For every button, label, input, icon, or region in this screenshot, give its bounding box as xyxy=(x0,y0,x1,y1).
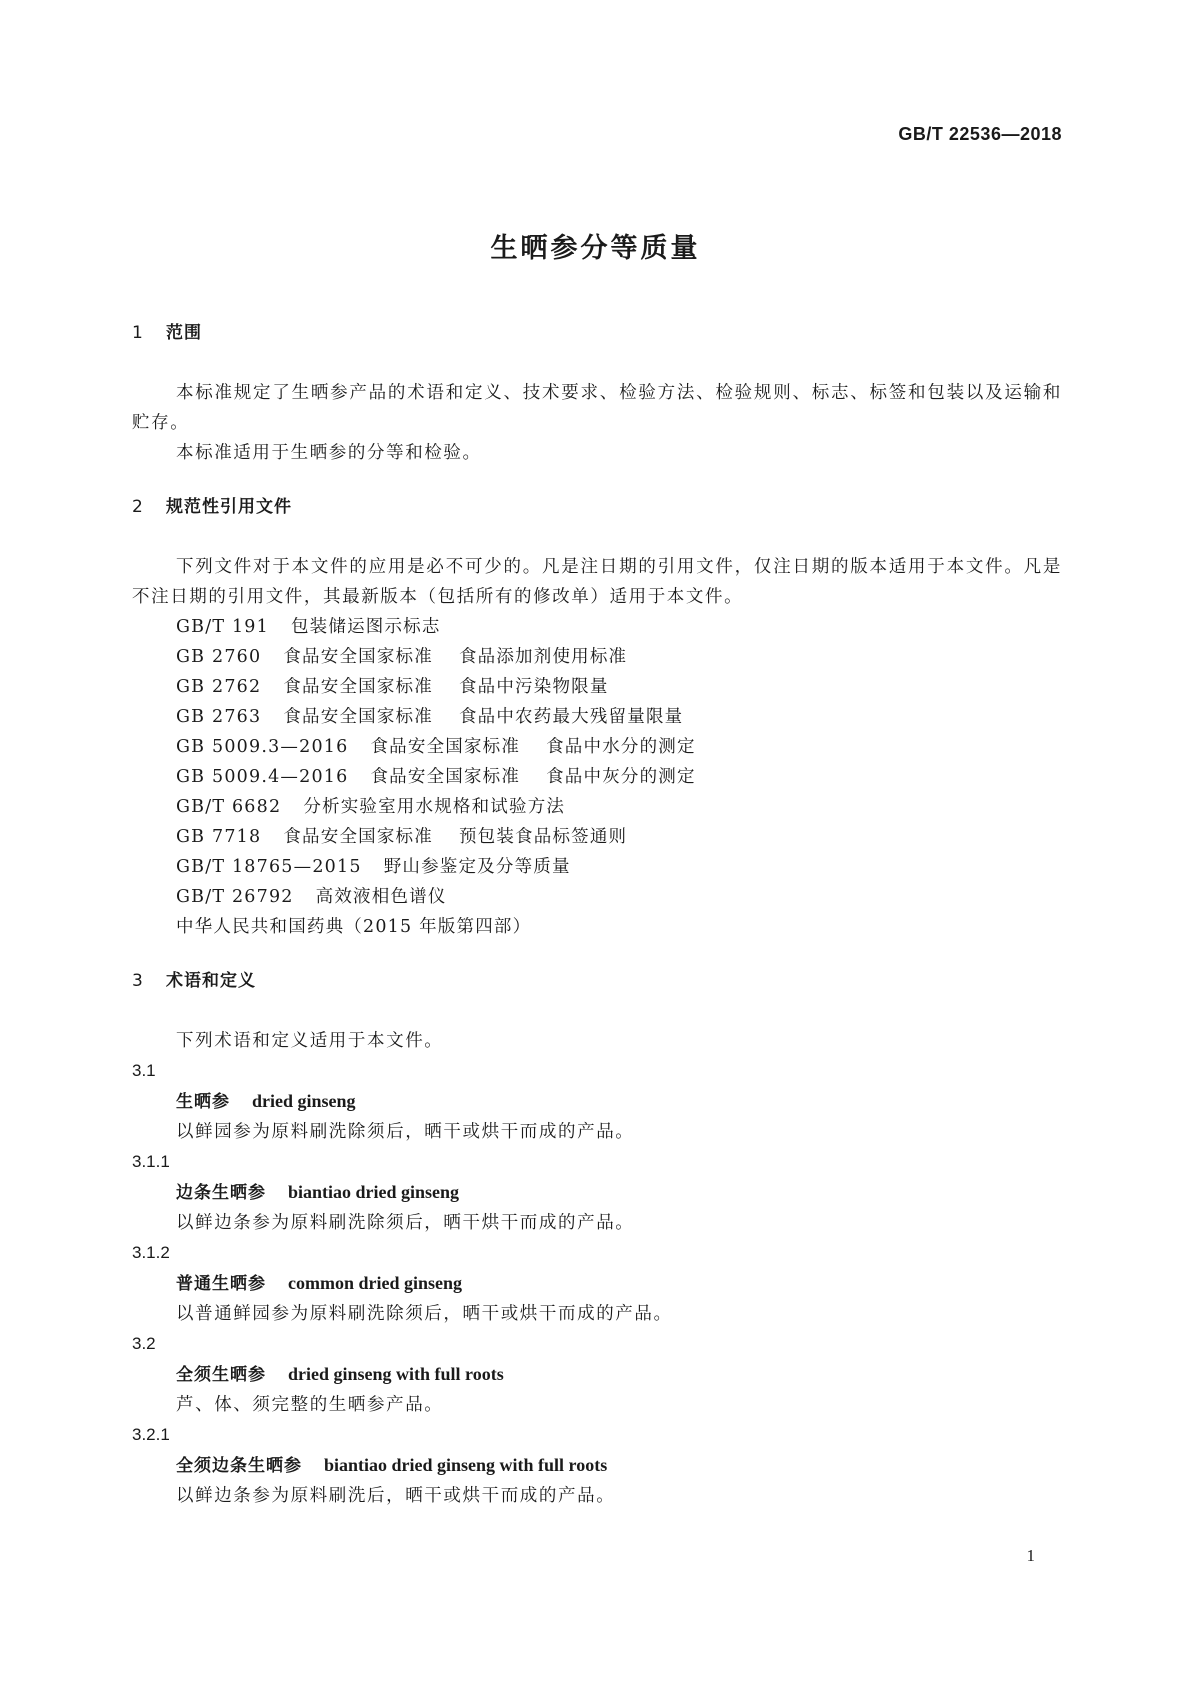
document-body xyxy=(132,318,1062,1511)
reference-title: 中华人民共和国药典（2015 年版第四部） xyxy=(176,917,532,937)
paragraph: 下列文件对于本文件的应用是必不可少的。凡是注日期的引用文件，仅注日期的版本适用于本文件。凡是不注日期的引用文件，其最新版本（包括所有的修改单）适用于本文件。 xyxy=(132,557,1062,607)
term-english: biantiao dried ginseng with full roots xyxy=(324,1455,608,1475)
reference-title: 包装储运图示标志 xyxy=(290,617,441,637)
reference-subtitle: 食品中农药最大残留量限量 xyxy=(458,707,684,727)
term-definition: 以鲜园参为原料刷洗除须后，晒干或烘干而成的产品。 xyxy=(176,1122,635,1142)
paragraph: 本标准规定了生晒参产品的术语和定义、技术要求、检验方法、检验规则、标志、标签和包装以及运输和贮存。 xyxy=(132,383,1062,433)
term-number: 3.2 xyxy=(132,1334,156,1353)
reference-item xyxy=(132,702,1062,732)
term-heading xyxy=(132,1450,1062,1481)
term-definition: 以鲜边条参为原料刷洗除须后，晒干烘干而成的产品。 xyxy=(176,1213,635,1233)
reference-item xyxy=(132,732,1062,762)
reference-item xyxy=(132,792,1062,822)
page-number: 1 xyxy=(1026,1546,1035,1565)
reference-code: GB/T 6682 xyxy=(176,797,282,817)
term-list xyxy=(132,1056,1062,1511)
term-heading xyxy=(132,1359,1062,1390)
reference-code: GB 2762 xyxy=(176,677,262,697)
term-number: 3.2.1 xyxy=(132,1425,170,1444)
term-definition: 以鲜边条参为原料刷洗后，晒干或烘干而成的产品。 xyxy=(176,1486,616,1506)
section-title: 范围 xyxy=(166,323,202,343)
reference-subtitle: 食品中污染物限量 xyxy=(458,677,609,697)
reference-title: 食品安全国家标准 xyxy=(370,737,521,757)
section-heading-scope xyxy=(132,318,1062,348)
standard-code: GB/T 22536—2018 xyxy=(898,124,1062,144)
reference-title: 食品安全国家标准 xyxy=(283,647,433,667)
term-chinese: 全须边条生晒参 xyxy=(176,1456,302,1476)
term-heading xyxy=(132,1086,1062,1117)
reference-code: GB/T 191 xyxy=(176,617,269,637)
reference-subtitle: 食品添加剂使用标准 xyxy=(458,647,628,667)
document-title: 生晒参分等质量 xyxy=(490,233,701,264)
section-number: 1 xyxy=(132,323,144,343)
term-chinese: 边条生晒参 xyxy=(176,1183,266,1203)
reference-title: 食品安全国家标准 xyxy=(283,707,433,727)
section-title: 术语和定义 xyxy=(166,971,256,991)
section-number: 3 xyxy=(132,971,144,991)
reference-title: 野山参鉴定及分等质量 xyxy=(383,857,571,877)
term-chinese: 普通生晒参 xyxy=(176,1274,266,1294)
reference-subtitle: 食品中水分的测定 xyxy=(546,737,696,757)
reference-list xyxy=(132,612,1062,942)
section-heading-normative-references xyxy=(132,492,1062,522)
reference-item xyxy=(132,852,1062,882)
reference-subtitle: 食品中灰分的测定 xyxy=(546,767,696,787)
term-definition: 以普通鲜园参为原料刷洗除须后，晒干或烘干而成的产品。 xyxy=(176,1304,673,1324)
reference-code: GB 2760 xyxy=(176,647,262,667)
term-chinese: 生晒参 xyxy=(176,1092,230,1112)
reference-item xyxy=(132,882,1062,912)
reference-code: GB/T 26792 xyxy=(176,887,294,907)
reference-code: GB 5009.3—2016 xyxy=(176,737,349,757)
reference-item xyxy=(132,822,1062,852)
reference-title: 食品安全国家标准 xyxy=(283,677,433,697)
reference-title: 食品安全国家标准 xyxy=(283,827,433,847)
term-heading xyxy=(132,1177,1062,1208)
reference-code: GB 7718 xyxy=(176,827,262,847)
term-english: biantiao dried ginseng xyxy=(288,1182,460,1202)
term-number: 3.1.1 xyxy=(132,1152,170,1171)
reference-title: 分析实验室用水规格和试验方法 xyxy=(303,797,566,817)
reference-code: GB 5009.4—2016 xyxy=(176,767,349,787)
reference-item xyxy=(132,612,1062,642)
reference-code: GB 2763 xyxy=(176,707,262,727)
term-english: dried ginseng with full roots xyxy=(288,1364,504,1384)
term-number: 3.1 xyxy=(132,1061,156,1080)
term-heading xyxy=(132,1268,1062,1299)
section-number: 2 xyxy=(132,497,144,517)
reference-subtitle: 预包装食品标签通则 xyxy=(458,827,628,847)
term-chinese: 全须生晒参 xyxy=(176,1365,266,1385)
reference-title: 高效液相色谱仪 xyxy=(315,887,447,907)
reference-title: 食品安全国家标准 xyxy=(370,767,521,787)
reference-code: GB/T 18765—2015 xyxy=(176,857,362,877)
term-definition: 芦、体、须完整的生晒参产品。 xyxy=(176,1395,444,1415)
reference-item xyxy=(132,762,1062,792)
term-english: common dried ginseng xyxy=(288,1273,463,1293)
section-heading-terms xyxy=(132,966,1062,996)
section-title: 规范性引用文件 xyxy=(166,497,292,517)
reference-item xyxy=(132,912,1062,942)
paragraph: 下列术语和定义适用于本文件。 xyxy=(176,1031,444,1051)
term-number: 3.1.2 xyxy=(132,1243,170,1262)
term-english: dried ginseng xyxy=(252,1091,356,1111)
reference-item xyxy=(132,672,1062,702)
paragraph: 本标准适用于生晒参的分等和检验。 xyxy=(176,443,482,463)
reference-item xyxy=(132,642,1062,672)
